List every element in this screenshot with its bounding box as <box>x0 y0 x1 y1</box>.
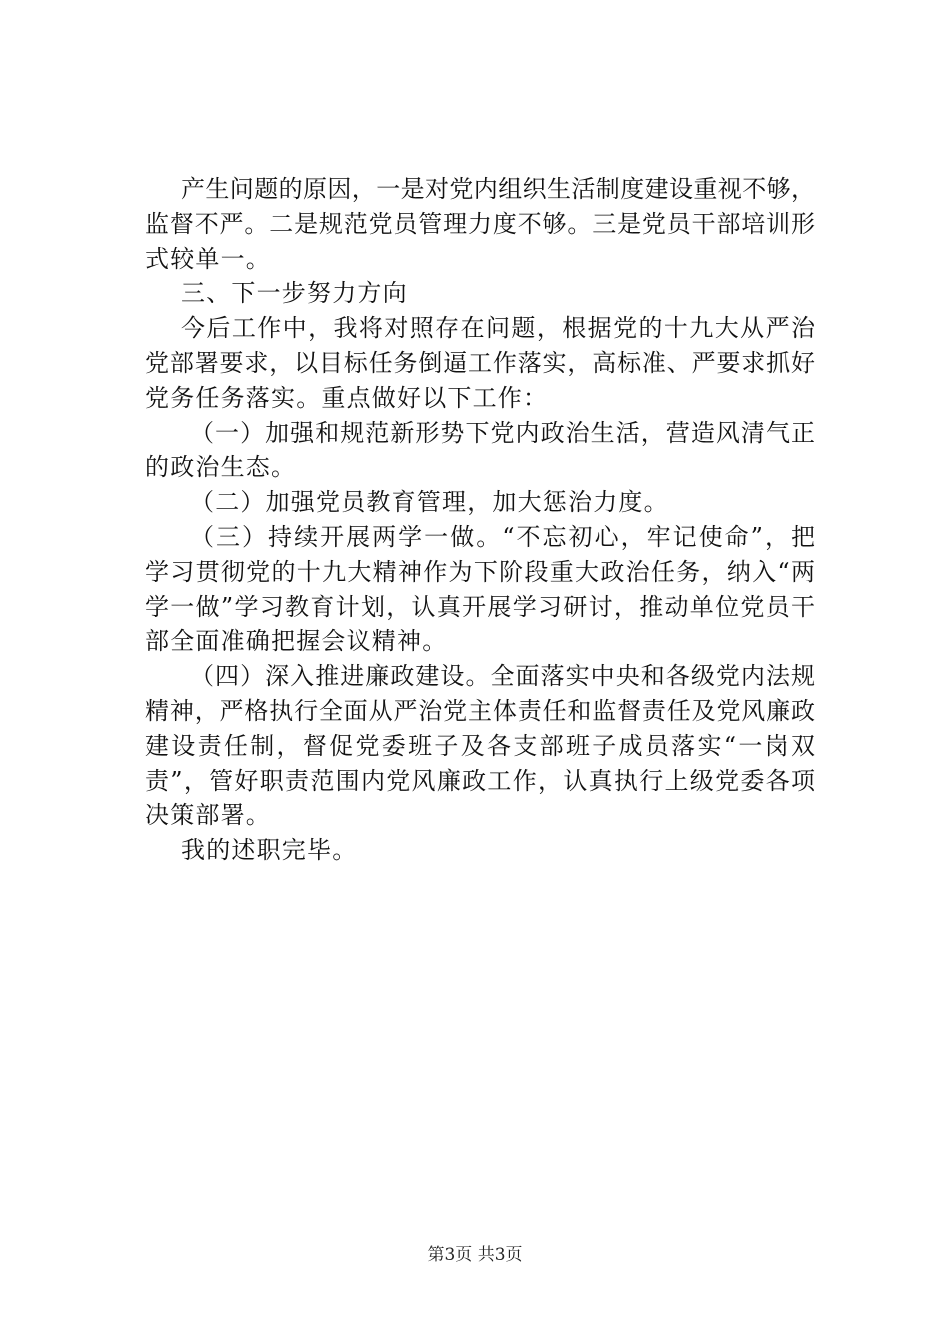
section-heading: 三、下一步努力方向 <box>181 279 408 308</box>
paragraph-line: （二）加强党员教育管理，加大惩治力度。 <box>190 488 669 517</box>
paragraph-line: 我的述职完毕。 <box>181 836 358 865</box>
page-number-footer: 第3页 共3页 <box>427 1245 523 1265</box>
paragraph-line: 党务任务落实。重点做好以下工作： <box>145 383 549 412</box>
body-text <box>145 172 815 868</box>
paragraph-line: 精神，严格执行全面从严治党主体责任和监督责任及党风廉政 <box>145 696 815 725</box>
paragraph-line: 的政治生态。 <box>145 453 297 482</box>
paragraph-line: 产生问题的原因，一是对党内组织生活制度建设重视不够， <box>181 175 815 203</box>
paragraph-line: （三）持续开展两学一做。“不忘初心，牢记使命”，把 <box>190 522 815 551</box>
paragraph-line: 监督不严。二是规范党员管理力度不够。三是党员干部培训形 <box>145 209 815 238</box>
paragraph-line: 式较单一。 <box>145 244 271 273</box>
paragraph-line: 学一做”学习教育计划，认真开展学习研讨，推动单位党员干 <box>145 592 815 621</box>
paragraph-line: 责”，管好职责范围内党风廉政工作，认真执行上级党委各项 <box>145 766 815 795</box>
paragraph-line: （一）加强和规范新形势下党内政治生活，营造风清气正 <box>190 418 815 447</box>
paragraph-line: 决策部署。 <box>145 801 271 830</box>
paragraph-line: 学习贯彻党的十九大精神作为下阶段重大政治任务，纳入“两 <box>145 557 815 586</box>
paragraph-line: 部全面准确把握会议精神。 <box>145 627 448 656</box>
paragraph-line: 今后工作中，我将对照存在问题，根据党的十九大从严治 <box>181 314 815 343</box>
paragraph-line: 建设责任制，督促党委班子及各支部班子成员落实“一岗双 <box>145 731 815 760</box>
paragraph-line: 党部署要求，以目标任务倒逼工作落实，高标准、严要求抓好 <box>145 348 815 377</box>
paragraph-line: （四）深入推进廉政建设。全面落实中央和各级党内法规 <box>190 662 815 691</box>
